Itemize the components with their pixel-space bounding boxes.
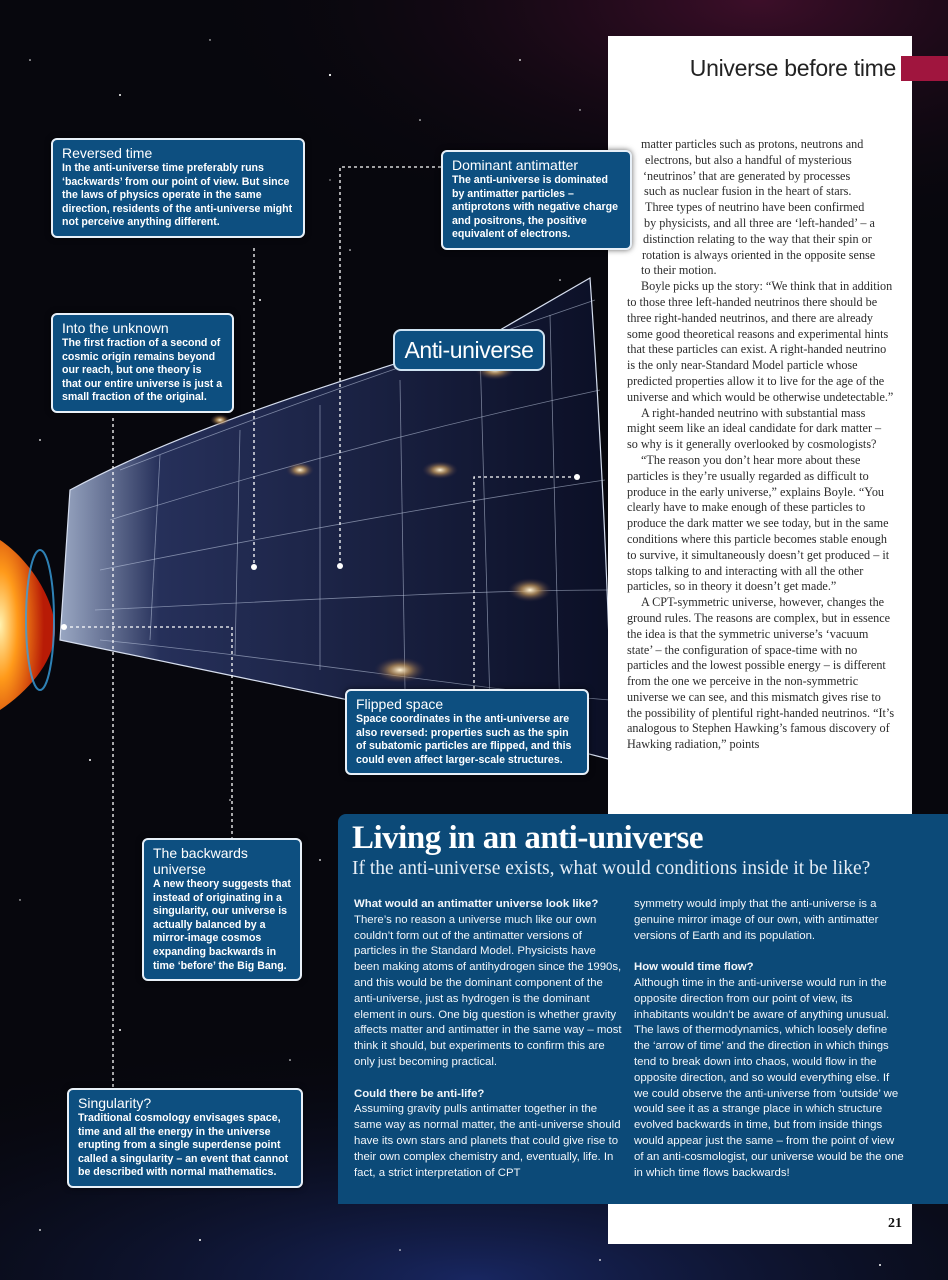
box-body: Traditional cosmology envisages space, time and all the energy in the universe erupting from a single superdense point called a singularity – an event that cannot be described with normal mathematics. xyxy=(78,1112,289,1179)
box-title: Into the unknown xyxy=(62,320,169,336)
answer-text: Assuming gravity pulls antimatter together in the same way as normal matter, the anti-universe should have its own stars and planets that could give rise to their own complex chemistry and, eventually, life. In fact, a strict interpretation of CPT xyxy=(354,1103,621,1179)
article-paragraph: “The reason you don’t hear more about these particles is they’re usually regarded as difficult to produce in the early universe,” explains Boyle. “You clearly have to make enough of these particles to produce the dark matter we see today, but in the same conditions where this particle becomes stable enough to survive, it simultaneously doesn’t get produced – it stops talking to and interacting with all the other particles, so in theory it doesn’t get made.” xyxy=(627,452,890,594)
article-line: rotation is always oriented in the opposite sense xyxy=(642,247,876,262)
page-footer-area xyxy=(608,1204,912,1244)
article-line: ‘neutrinos’ that are generated by processes xyxy=(643,168,851,183)
box-dominant-antimatter xyxy=(441,150,632,250)
answer-text: Although time in the anti-universe would run in the opposite direction from our point of view, its inhabitants wouldn’t be aware of anything unusual. The laws of thermodynamics, which loosely define the ‘arrow of time’ and the direction in which things tend to break down into chaos, would flow in the opposite direction, and so would everything else. If we could observe the anti-universe from ‘outside’ we would see it as a strange place in which structure evolved backwards in time, but from inside things would appear just the same – from the point of view of an anti-cosmologist, our universe would be the one in which time flows backwards! xyxy=(634,976,904,1179)
article-line: by physicists, and all three are ‘left-handed’ – a xyxy=(644,215,875,230)
question-heading: How would time flow? xyxy=(634,961,754,974)
box-title: Flipped space xyxy=(356,696,444,712)
panel-title: Living in an anti-universe xyxy=(352,820,703,856)
answer-text: There’s no reason a universe much like our own couldn’t form out of the antimatter versions of particles in the Standard Model. Physicists have been making atoms of antihydrogen since the 1990s, and this would be the dominant component of the anti-universe, just as hydrogen is the dominant element in ours. One big question is whether gravity affects matter and antimatter in the same way – most think it should, but experiments to confirm this are only just becoming practical. xyxy=(354,913,622,1068)
box-body: In the anti-universe time preferably runs ‘backwards’ from our point of view. But since the laws of physics operate in the same direction, residents of the anti-universe might not perceive anything different. xyxy=(62,162,293,229)
article-line: to their motion. xyxy=(641,263,717,278)
article-line: Three types of neutrino have been confirmed xyxy=(645,200,865,215)
panel-column-right xyxy=(634,897,904,1181)
article-line: matter particles such as protons, neutrons and xyxy=(641,137,864,151)
anti-universe-label: Anti-universe xyxy=(393,329,545,371)
box-backwards-universe xyxy=(142,838,302,981)
box-body: A new theory suggests that instead of originating in a singularity, our universe is actually balanced by a mirror-image cosmos expanding backwards in time ‘before’ the Big Bang. xyxy=(153,878,291,972)
box-title: The backwards universe xyxy=(153,845,248,877)
article-line: electrons, but also a handful of mysterious xyxy=(645,152,852,167)
living-in-anti-universe-panel xyxy=(338,814,948,1204)
article-line: such as nuclear fusion in the heart of stars. xyxy=(644,184,852,199)
page-number: 21 xyxy=(888,1216,902,1231)
article-body xyxy=(627,137,895,753)
panel-subtitle: If the anti-universe exists, what would conditions inside it be like? xyxy=(352,858,871,879)
article-paragraph: A right-handed neutrino with substantial mass might seem like an ideal candidate for dark matter – so why is it generally overlooked by cosmologists? xyxy=(627,405,882,452)
box-title: Dominant antimatter xyxy=(452,157,579,173)
question-heading: What would an antimatter universe look like? xyxy=(354,898,599,910)
box-reversed-time xyxy=(51,138,305,238)
box-body: Space coordinates in the anti-universe are also reversed: properties such as the spin of subatomic particles are flipped, and this could even affect larger-scale structures. xyxy=(356,713,572,766)
article-paragraph: Boyle picks up the story: “We think that in addition to those three left-handed neutrinos there should be three right-handed neutrinos, and there are already some good theoretical reasons and experimental hints that these particles can exist. A right-handed neutrino is the only near-Standard Model particle whose predicted properties allow it to live for the age of the universe and which would be otherwise undetectable.” xyxy=(627,279,894,404)
box-title: Singularity? xyxy=(78,1095,152,1111)
box-flipped-space xyxy=(345,689,589,775)
box-title: Reversed time xyxy=(62,145,153,161)
box-into-unknown xyxy=(51,313,234,413)
panel-column-left xyxy=(354,897,624,1181)
article-line: distinction relating to the way that their spin or xyxy=(643,231,872,246)
article-paragraph: A CPT-symmetric universe, however, changes the ground rules. The reasons are complex, but in essence the idea is that the symmetric universe’s ‘vacuum state’ – the configuration of space-time with no particles and the lowest possible energy – is different from the one we perceive in the non-symmetric universe we can see, and this mismatch gives rise to the possibility of plentiful right-handed neutrinos. “It’s analogous to Stephen Hawking’s famous discovery of Hawking radiation,” points xyxy=(627,595,895,752)
box-body: The anti-universe is dominated by antimatter particles – antiprotons with negative charge and positrons, the positive equivalent of electrons. xyxy=(452,174,618,241)
answer-text: symmetry would imply that the anti-universe is a genuine mirror image of our own, with antimatter versions of Earth and its population. xyxy=(634,898,879,942)
header-accent-tab xyxy=(901,56,948,81)
article-wrap-lines xyxy=(627,137,895,279)
box-singularity xyxy=(67,1088,303,1188)
question-heading: Could there be anti-life? xyxy=(354,1087,485,1100)
section-header: Universe before time xyxy=(689,55,896,81)
box-body: The first fraction of a second of cosmic origin remains beyond our reach, but one theory is that our entire universe is just a small fraction of the original. xyxy=(62,337,223,404)
